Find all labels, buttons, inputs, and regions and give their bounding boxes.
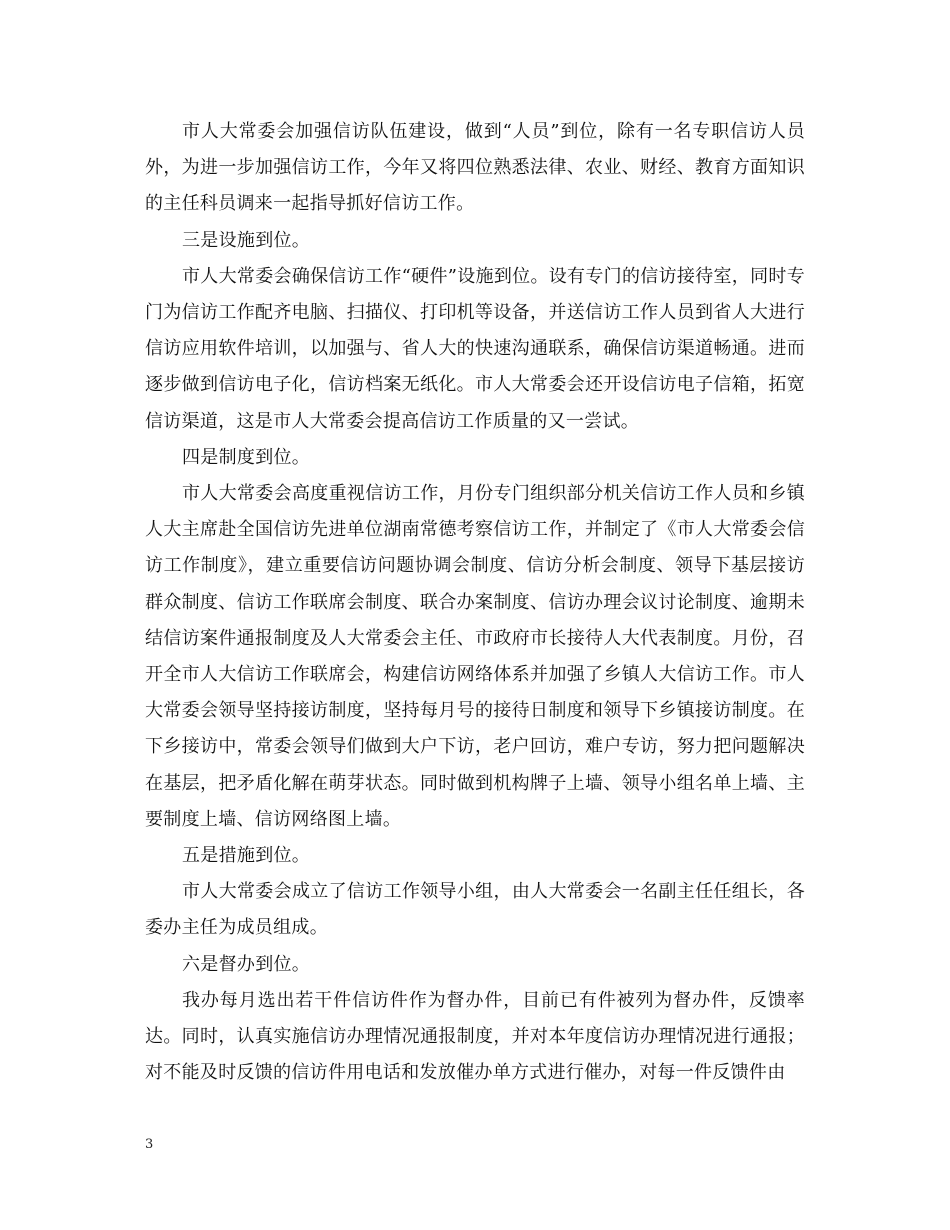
paragraph-staffing: 市人大常委会加强信访队伍建设，做到“人员”到位，除有一名专职信访人员外，为进一步加强信访工作，今年又将四位熟悉法律、农业、财经、教育方面知识的主任科员调来一起指导抓好信访工作。 xyxy=(145,121,805,215)
paragraph-supervision: 我办每月选出若干件信访件作为督办件，目前已有件被列为督办件，反馈率达。同时，认真实施信访办理情况通报制度，并对本年度信访办理情况进行通报；对不能及时反馈的信访件用电话和发放催办单方式进行催办，对每一件反馈件由 xyxy=(145,989,805,1084)
heading-measures: 五是措施到位。 xyxy=(182,845,311,867)
page-number: 3 xyxy=(145,1137,154,1152)
heading-facilities: 三是设施到位。 xyxy=(182,229,311,251)
heading-system: 四是制度到位。 xyxy=(182,446,311,468)
paragraph-measures: 市人大常委会成立了信访工作领导小组，由人大常委会一名副主任任组长，各委办主任为成员组成。 xyxy=(145,881,805,939)
paragraph-system: 市人大常委会高度重视信访工作，月份专门组织部分机关信访工作人员和乡镇人大主席赴全国信访先进单位湖南常德考察信访工作，并制定了《市人大常委会信访工作制度》，建立重要信访问题协调会制度、信访分析会制度、领导下基层接访群众制度、信访工作联席会制度、联合办案制度、信访办理会议讨论制度、逾期未结信访案件通报制度及人大常委会主任、市政府市长接待人大代表制度。月份，召开全市人大信访工作联席会，构建信访网络体系并加强了乡镇人大信访工作。市人大常委会领导坚持接访制度，坚持每月号的接待日制度和领导下乡镇接访制度。在下乡接访中，常委会领导们做到大户下访，老户回访，难户专访，努力把问题解决在基层，把矛盾化解在萌芽状态。同时做到机构牌子上墙、领导小组名单上墙、主要制度上墙、信访网络图上墙。 xyxy=(145,483,805,830)
paragraph-facilities: 市人大常委会确保信访工作“硬件”设施到位。设有专门的信访接待室，同时专门为信访工作配齐电脑、扫描仪、打印机等设备，并送信访工作人员到省人大进行信访应用软件培训，以加强与、省人大的快速沟通联系，确保信访渠道畅通。进而逐步做到信访电子化，信访档案无纸化。市人大常委会还开设信访电子信箱，拓宽信访渠道，这是市人大常委会提高信访工作质量的又一尝试。 xyxy=(145,265,805,432)
heading-supervision: 六是督办到位。 xyxy=(182,953,311,975)
document-body xyxy=(145,114,805,1091)
